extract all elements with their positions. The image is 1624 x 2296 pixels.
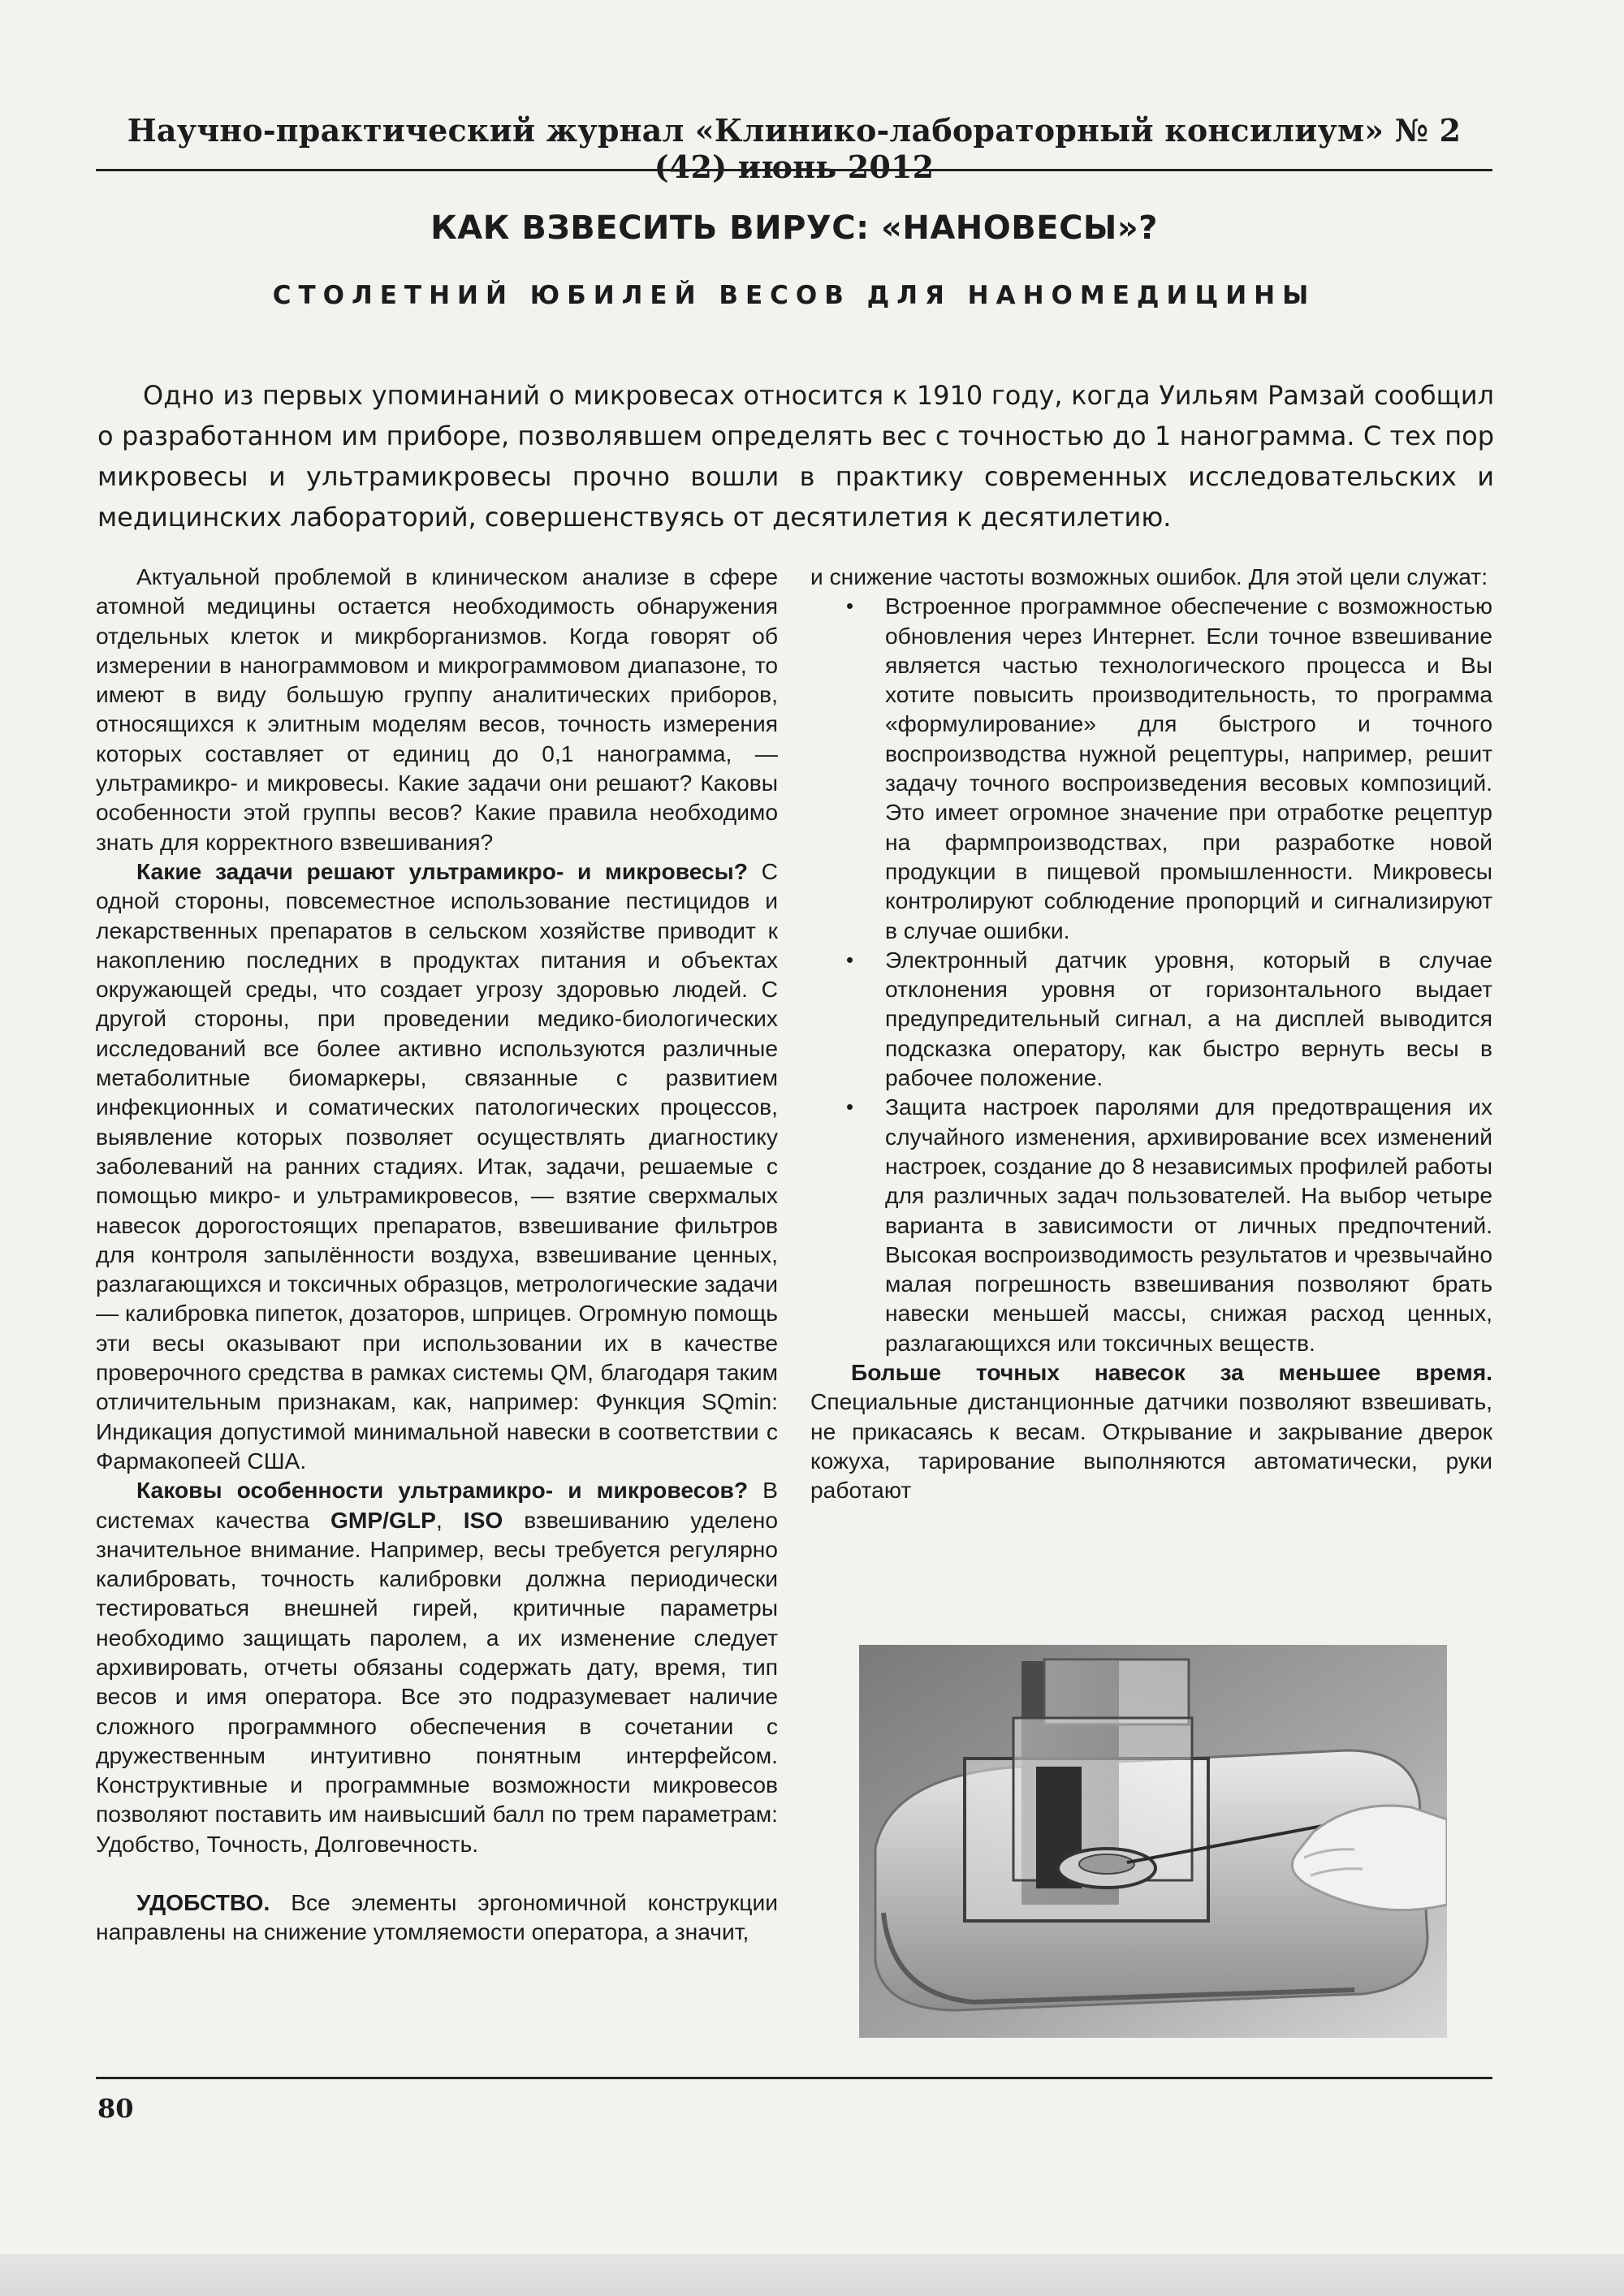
bullet-icon: • — [846, 947, 854, 972]
paragraph-heading: Больше точных навесок за меньшее время. — [851, 1359, 1492, 1386]
paragraph-text: Специальные дистанционные датчики позволяют взвешивать, не прикасаясь к весам. Открывание и закрывание дверок кожуха, тарирование выполняются автоматически, руки работают — [810, 1388, 1492, 1504]
microbalance-illustration — [859, 1645, 1447, 2038]
article-title: КАК ВЗВЕСИТЬ ВИРУС: «НАНОВЕСЫ»? — [430, 209, 1158, 247]
left-column — [96, 562, 778, 1947]
paragraph-features — [96, 1475, 778, 1858]
article-subtitle: СТОЛЕТНИЙ ЮБИЛЕЙ ВЕСОВ ДЛЯ НАНОМЕДИЦИНЫ — [272, 281, 1316, 310]
paragraph-convenience — [96, 1888, 778, 1947]
paragraph-text: , — [435, 1506, 464, 1533]
journal-header: Научно-практический журнал «Клинико-лабораторный консилиум» № 2 (42) июнь 2012 — [127, 112, 1462, 185]
list-item — [810, 591, 1492, 945]
standard-gmp-glp: GMP/GLP — [330, 1506, 436, 1533]
paragraph-continuation: и снижение частоты возможных ошибок. Для этой цели служат: — [810, 563, 1488, 589]
paragraph-text: В системах качества — [96, 1477, 778, 1533]
list-item-text: Электронный датчик уровня, который в случае отклонения уровня от горизонтального выдает предупредительный сигнал, а на дисплей выводится подсказка оператору, как быстро вернуть весы в рабочее положение. — [885, 946, 1492, 1091]
list-item-text: Защита настроек паролями для предотвращения их случайного изменения, архивирование всех изменений настроек, создание до 8 независимых профилей работы для различных задач пользователей. На выбор четыре варианта в зависимости от личных предпочтений. Высокая воспроизводимость результатов и чрезвычайно малая погрешность взвешивания позволяют брать навески меньшей массы, снижая расход ценных, разлагающихся или токсичных веществ. — [885, 1094, 1492, 1356]
list-item-text: Встроенное программное обеспечение с возможностью обновления через Интернет. Если точное взвешивание является частью технологического процесса и Вы хотите повысить производительность, то программа «формулирование» для быстрого и точного воспроизводства нужной рецептуры, например, решит задачу точного воспроизведения весовых композиций. Это имеет огромное значение при отработке рецептур на фармпроизводствах, при разработке новой продукции в пищевой промышленности. Микровесы контролируют соблюдение пропорций и сигнализируют в случае ошибки. — [885, 593, 1492, 943]
paragraph-heading: УДОБСТВО. — [136, 1889, 270, 1916]
paragraph-tasks — [96, 857, 778, 1475]
list-item — [810, 1092, 1492, 1357]
paragraph-intro: Актуальной проблемой в клиническом анализе в сфере атомной медицины остается необходимость обнаружения отдельных клеток и микрборганизмов. Когда говорят об измерении в нанограммовом и микрограммовом диапазоне, то имеют в виду большую группу аналитических приборов, относящихся к элитным моделям весов, точность измерения которых составляет от единиц до 0,1 нанограмма, — ультрамикро- и микровесы. Какие задачи они решают? Каковы особенности этой группы весов? Какие правила необходимо знать для корректного взвешивания? — [96, 563, 778, 855]
page-number: 80 — [97, 2093, 134, 2124]
right-column — [810, 562, 1492, 1505]
bullet-icon: • — [846, 593, 854, 619]
microbalance-photo — [859, 1645, 1447, 2038]
paragraph-speed — [810, 1357, 1492, 1504]
list-item — [810, 945, 1492, 1092]
paragraph-text: взвешиванию уделено значительное внимание. Например, весы требуется регулярно калибровать, точность калибровки должна периодически тестироваться внешней гирей, критичные параметры необходимо защищать паролем, а их изменение следует архивировать, отчеты обязаны содержать дату, время, тип весов и имя оператора. Все это подразумевает наличие сложного программного обеспечения в сочетании с дружественным интуитивно понятным интерфейсом. Конструктивные и программные возможности микровесов позволяют поставить им наивысший балл по трем параметрам: Удобство, Точность, Долговечность. — [96, 1506, 778, 1857]
paragraph-text: Все элементы эргономичной конструкции направлены на снижение утомляемости оператора, а значит, — [96, 1889, 778, 1945]
lead-paragraph: Одно из первых упоминаний о микровесах относится к 1910 году, когда Уильям Рамзай сообщил о разработанном им приборе, позволявшем определять вес с точностью до 1 нанограмма. С тех пор микровесы и ультрамикровесы прочно вошли в практику современных исследовательских и медицинских лабораторий, совершенствуясь от десятилетия к десятилетию. — [97, 380, 1494, 533]
paragraph-heading: Какие задачи решают ультрамикро- и микровесы? — [136, 857, 748, 884]
header-rule — [96, 169, 1492, 171]
article-lead — [97, 375, 1494, 537]
bullet-icon: • — [846, 1094, 854, 1120]
paragraph-text: С одной стороны, повсеместное использование пестицидов и лекарственных препаратов в сельском хозяйстве приводит к накоплению последних в продуктах питания и объектах окружающей среды, что создает угрозу здоровью людей. С другой стороны, при проведении медико-биологических исследований все более активно используются различные метаболитные биомаркеры, связанные с развитием инфекционных и соматических патологических процессов, выявление которых позволяет осуществлять диагностику заболеваний на ранних стадиях. Итак, задачи, решаемые с помощью микро- и ультрамикровесов, — взятие сверхмалых навесок дорогостоящих препаратов, взвешивание фильтров для контроля запылённости воздуха, взвешивание ценных, разлагающихся и токсичных образцов, метрологические задачи — калибровка пипеток, дозаторов, шприцев. Огромную помощь эти весы оказывают при использовании их в качестве проверочного средства в рамках системы QM, благодаря таким отличительным признакам, как, например: Функция SQmin: Индикация допустимой минимальной навески в соответствии с Фармакопеей США. — [96, 857, 778, 1474]
footer-rule — [96, 2077, 1492, 2079]
scan-edge — [0, 2254, 1624, 2296]
paragraph-heading: Каковы особенности ультрамикро- и микровесов? — [136, 1477, 749, 1504]
features-list — [810, 591, 1492, 1357]
standard-iso: ISO — [463, 1506, 503, 1533]
